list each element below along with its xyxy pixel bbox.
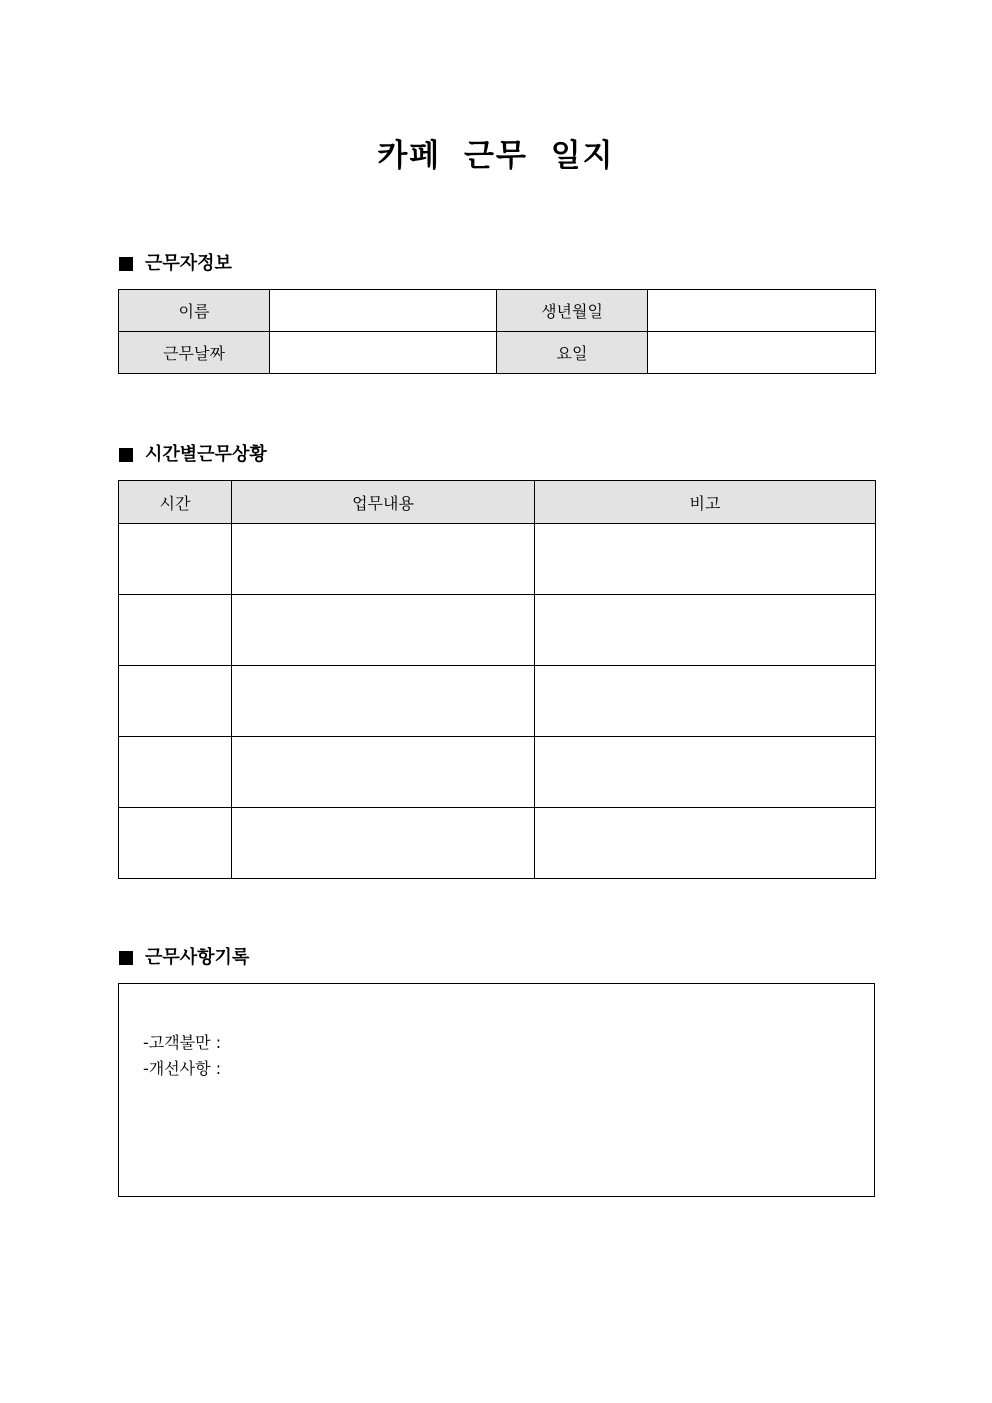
task-cell[interactable] [232,808,535,879]
section-heading-label: 시간별근무상황 [145,444,267,465]
weekday-field[interactable] [648,332,876,374]
table-row [119,737,876,808]
customer-complaint-label: -고객불만 [143,1033,211,1052]
birthdate-field[interactable] [648,290,876,332]
table-row [119,666,876,737]
time-cell[interactable] [119,666,232,737]
note-cell[interactable] [535,666,876,737]
table-header-row [119,481,876,524]
work-date-label: 근무날짜 [119,332,270,374]
column-header-note: 비고 [535,481,876,524]
time-cell[interactable] [119,524,232,595]
section-heading-hourly-status [119,443,267,467]
task-cell[interactable] [232,666,535,737]
work-record-box[interactable] [118,983,875,1197]
birthdate-label: 생년월일 [497,290,648,332]
note-cell[interactable] [535,808,876,879]
improvement-separator: : [210,1059,222,1078]
section-heading-work-record [119,946,249,970]
black-square-bullet-icon [119,951,133,965]
table-row [119,332,876,374]
table-row [119,290,876,332]
time-cell[interactable] [119,737,232,808]
note-cell[interactable] [535,595,876,666]
improvement-line [143,1056,226,1082]
time-cell[interactable] [119,595,232,666]
customer-complaint-line [143,1030,226,1056]
column-header-time: 시간 [119,481,232,524]
table-row [119,808,876,879]
improvement-label: -개선사항 [143,1059,211,1078]
section-heading-label: 근무사항기록 [145,947,250,968]
name-field[interactable] [270,290,497,332]
work-date-field[interactable] [270,332,497,374]
table-row [119,524,876,595]
worker-info-table [118,289,876,374]
customer-complaint-separator: : [210,1033,222,1052]
task-cell[interactable] [232,524,535,595]
name-label: 이름 [119,290,270,332]
note-cell[interactable] [535,524,876,595]
weekday-label: 요일 [497,332,648,374]
table-row [119,595,876,666]
hourly-status-table [118,480,876,879]
black-square-bullet-icon [119,257,133,271]
task-cell[interactable] [232,595,535,666]
black-square-bullet-icon [119,448,133,462]
section-heading-label: 근무자정보 [145,253,232,274]
page-title: 카페 근무 일지 [377,138,615,174]
column-header-task: 업무내용 [232,481,535,524]
work-record-lines [143,1030,226,1082]
note-cell[interactable] [535,737,876,808]
section-heading-worker-info [119,252,232,276]
time-cell[interactable] [119,808,232,879]
task-cell[interactable] [232,737,535,808]
